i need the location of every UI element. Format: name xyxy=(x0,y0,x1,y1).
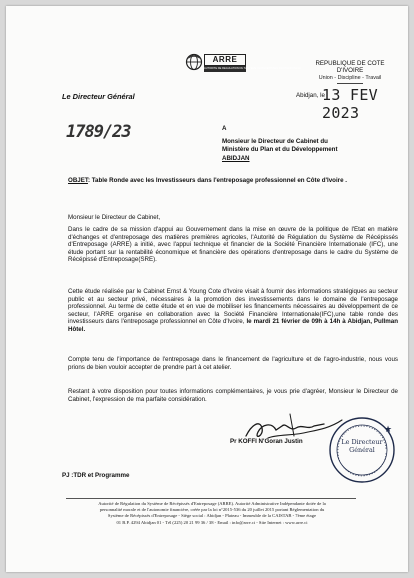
paragraph-2 xyxy=(68,288,398,334)
salutation: Monsieur le Directeur de Cabinet, xyxy=(68,214,161,221)
reference-number: 1789/23 xyxy=(66,122,131,142)
motto-divider xyxy=(337,83,363,84)
recipient-line2: Ministère du Plan et du Développement xyxy=(222,146,338,154)
seal-line1: Le Directeur xyxy=(341,438,383,446)
footer-divider xyxy=(66,498,356,499)
logo-wordmark: ARRE xyxy=(204,54,246,66)
footer-line4: 01 B.P. 4294 Abidjan 01 - Tél (225) 20 21 99 36 / 38 - Email : info@arre.ci - Site Internet : www.arre.ci xyxy=(116,519,308,525)
paragraph-2-text: Cette étude réalisée par le Cabinet Ernst & Young Cote d'Ivoire visait à fournir des informations stratégiques au secteur public et au secteur privé, nécessaires à la promotion des investissements dans le domaine de l'entreposage professionnel. Au terme de cette étude et en vue de mobiliser les financements nécessaires au développement de ce secteur, l'ARRE organise en collaboration avec la Société Financière Internationale(IFC),une table ronde des investisseurs dans l'entreposage professionnel en Côte d'Ivoire, xyxy=(68,288,398,326)
footer-line1: Autorité de Régulation du Système de Récépissés d'Entreposage (ARRE). Autorité Administrative Indépendante dotée de la xyxy=(98,501,326,506)
date-stamp: 13 FEV 2023 xyxy=(322,86,378,122)
recipient-block xyxy=(222,125,402,163)
paragraph-3: Compte tenu de l'importance de l'entreposage dans le financement de l'agriculture et de l'agro-industrie, nous vous prions de bien vouloir accepter de prendre part à cet atelier. xyxy=(68,356,398,371)
arre-logo xyxy=(184,52,301,78)
logo-tagline: AUTORITE DE REGULATION DU SYSTEME DE RECEPISSES D'ENTREPOSAGE xyxy=(204,67,301,70)
sender-title: Le Directeur Général xyxy=(62,92,135,101)
recipient-city: ABIDJAN xyxy=(222,154,250,162)
footer-line2: personnalité morale et de l'autonomie financière, créée par la loi n°2015-536 du 20 juillet 2015 portant Réglementation du xyxy=(99,507,325,513)
letter-place: Abidjan, le xyxy=(296,92,325,99)
paragraph-4: Restant à votre disposition pour toutes informations complémentaires, je vous prie d'agréer, Monsieur le Directeur de Cabinet, l'expression de ma parfaite considération. xyxy=(68,388,398,403)
globe-icon xyxy=(184,52,204,72)
paragraph-1: Dans le cadre de sa mission d'appui au Gouvernement dans la mise en œuvre de la politique de l'Etat en matière d'échanges et d'entreposage des matières premières agricoles, l'Autorité de Régulation du Système de Récépissés d'Entreposage (ARRE) a initié, avec l'appui technique et financier de la Société Financière Internationale (IFC), une étude portant sur la rentabilité économique et financière des opérations d'entreposage dans le cadre du Système de Récépissé d'Entreposage(SRE). xyxy=(68,226,398,264)
republic-header xyxy=(304,60,396,84)
letter-page xyxy=(6,6,408,572)
recipient-line1: Monsieur le Directeur de Cabinet du xyxy=(222,138,328,146)
footer xyxy=(62,501,362,526)
seal-line2: Général xyxy=(349,446,375,454)
republic-name: REPUBLIQUE DE COTE D'IVOIRE xyxy=(315,60,385,74)
subject-text: : Table Ronde avec les Investisseurs dans l'entreposage professionnel en Côte d'Ivoire . xyxy=(87,177,347,184)
signatory-name: Pr KOFFI N'Goran Justin xyxy=(230,438,303,445)
event-date-venue: le mardi 21 février de 09h à 14h à Abidjan, Pullman Hôtel. xyxy=(68,318,398,333)
republic-motto: Union - Discipline - Travail xyxy=(318,75,382,81)
subject-line xyxy=(68,177,398,185)
official-seal xyxy=(328,416,396,484)
recipient-prefix: A xyxy=(222,125,227,132)
svg-text:★: ★ xyxy=(384,425,393,435)
footer-line3: Système de Récépissés d'Entreposage - Siège social : Abidjan - Plateau - Immeuble de la CAISTAB - 7ème étage xyxy=(107,513,317,519)
attachments-note: PJ :TDR et Programme xyxy=(62,472,130,479)
subject-label: OBJET xyxy=(68,177,88,184)
